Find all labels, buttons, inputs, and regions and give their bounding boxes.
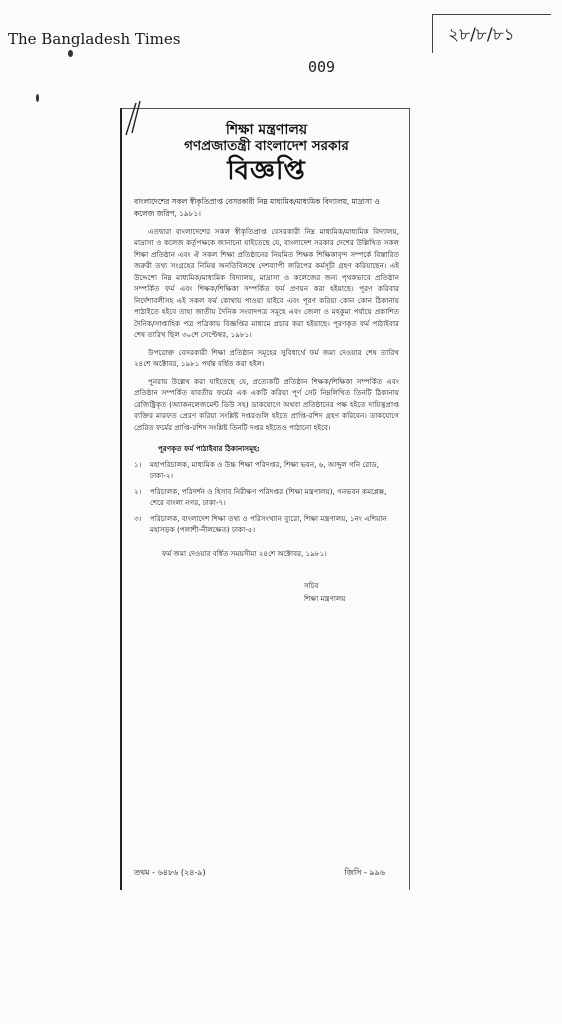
notice-paragraph-3: পুনরায় উল্লেখ করা যাইতেছে যে, প্রত্যেকটি প্রতিষ্ঠান শিক্ষক/শিক্ষিকা সম্পর্কিত এবং প্রতিষ্ঠান সম্পর্কিত যাবতীয় ফর্মের এক একটি করিয়া পূর্ণ সেট নিম্নলিখিত তিনটি ঠিকানায় রেজিষ্ট্রিকৃত (অ্যাকনলেজমেন্ট ডিউ সহ) ডাকযোগে অথবা প্রতিষ্ঠানের পক্ষ হইতে দায়িত্বপ্রাপ্ত ব্যক্তির মারফত প্রেরণ করিয়া সংশ্লিষ্ট দপ্তরগুলি হইতে প্রাপ্তি-রশিদ গ্রহণ করিবেন। ডাকযোগে প্রেরিত ফর্মের প্রাপ্তি-রশিদ সংশ্লিষ্ট তিনটি দপ্তর হইতেও পাঠানো হইবে। (134, 376, 399, 432)
ink-speck (36, 94, 39, 102)
signature-office: শিক্ষা মন্ত্রণালয় (304, 594, 346, 603)
gc-code: জিসি - ৯৯৬ (344, 867, 385, 877)
government-title: গণপ্রজাতন্ত্রী বাংলাদেশ সরকার (184, 137, 349, 154)
address-text: মহাপরিচালক, মাধ্যমিক ও উচ্চ শিক্ষা পরিদপ্তর, শিক্ষা ভবন, ৬, আব্দুল গনি রোড, ঢাকা-২। (150, 459, 379, 480)
notice-paragraph-2: উপরোক্ত বেসরকারী শিক্ষা প্রতিষ্ঠান সমূহের সুবিধার্থে ফর্ম জমা দেওয়ার শেষ তারিখ ২৪শে অক্টোবর, ১৯৮১ পর্যন্ত বর্ধিত করা হইল। (134, 347, 399, 368)
publication-code: তথম - ৬৪৮৬ (২৪-৯) (134, 867, 206, 877)
address-item (134, 486, 399, 509)
ministry-title: শিক্ষা মন্ত্রণালয় (225, 122, 308, 138)
address-text: পরিচালক, বাংলাদেশ শিক্ষা তথ্য ও পরিসংখ্যান ব্যুরো, শিক্ষা মন্ত্রণালয়, ১নং এশিয়ান মহাসড়ক (পলাশী-নীলক্ষেত) ঢাকা-৫। (150, 513, 387, 534)
page-number: 009 (308, 58, 336, 76)
extended-deadline: ফর্ম জমা দেওয়ার বর্ধিত সময়সীমা ২৪শে অক্টোবর, ১৯৮১। (162, 548, 327, 558)
addresses-heading: পূরণকৃত ফর্ম পাঠাইবার ঠিকানাসমূহ: (158, 444, 260, 453)
government-notice (120, 108, 410, 890)
newspaper-masthead: The Bangladesh Times (8, 30, 181, 48)
signature-block (304, 579, 399, 605)
address-number: ৩। (134, 513, 142, 523)
notice-heading: বিজ্ঞপ্তি (227, 156, 306, 186)
notice-paragraph-1: এতদ্বারা বাংলাদেশের সকল স্বীকৃতিপ্রাপ্ত বেসরকারী নিম্ন মাধ্যমিক/মাধ্যমিক বিদ্যালয়, মাদ্রাসা ও কলেজ কর্তৃপক্ষকে জানানো যাইতেছে যে, বাংলাদেশ সরকার দেশের উল্লিখিত সকল শিক্ষা প্রতিষ্ঠান এবং ঐ সকল শিক্ষা প্রতিষ্ঠানের নিয়মিত শিক্ষক শিক্ষিকাবৃন্দ সম্পর্কে বিস্তারিত জরুরী তথ্য সংগ্রহের নিমিত্ত অনতিবিলম্বে দেশব্যাপী জরিপের কর্মসূচী গ্রহণ করিয়াছেন। এই উদ্দেশ্যে নিম্ন মাধ্যমিক/মাধ্যমিক বিদ্যালয়, মাদ্রাসা ও কলেজের জন্য পৃথকভাবে প্রতিষ্ঠান সম্পর্কিত ফর্ম এবং শিক্ষক/শিক্ষিকা সম্পর্কিত ফর্ম প্রণয়ন করা হইয়াছে। পূরণ করিবার নির্দেশাবলীসহ এই সকল ফর্ম কোথায় পাওয়া যাইবে এবং পূরণ করিয়া কোন কোন ঠিকানায় পাঠাইতে হইবে তাহা জাতীয় দৈনিক সংবাদপত্র সমূহে এবং জেলা ও মহকুমা পর্যায়ে প্রকাশিত দৈনিক/সাপ্তাহিক পত্র পত্রিকায় বিজ্ঞপ্তির মাধ্যমে প্রচার করা হইয়াছে। পূরণকৃত ফর্ম পাঠাইবার শেষ তারিখ ছিল ৩০শে সেপ্টেম্বর, ১৯৮১। (134, 226, 399, 339)
address-number: ২। (134, 486, 142, 496)
address-number: ১। (134, 459, 142, 469)
address-item (134, 459, 399, 482)
corner-scribble (112, 99, 142, 139)
address-text: পরিচালক, পরিদর্শন ও হিসাব নিরীক্ষণ পরিদপ্তর (শিক্ষা মন্ত্রণালয়), গনভবন কমপ্লেক্স, শেরে বাংলা নগর, ঢাকা-৭। (150, 486, 387, 507)
address-item (134, 513, 399, 536)
signature-title: সচিব (304, 581, 319, 590)
ink-speck (68, 50, 73, 57)
notice-subject: বাংলাদেশের সকল স্বীকৃতিপ্রাপ্ত বেসরকারী নিম্ন মাধ্যমিক/মাধ্যমিক বিদ্যালয়, মাদ্রাসা ও কলেজ জরিপ, ১৯৮১। (134, 196, 380, 218)
archive-stamp: ২৮/৮/৮১ (448, 25, 515, 45)
